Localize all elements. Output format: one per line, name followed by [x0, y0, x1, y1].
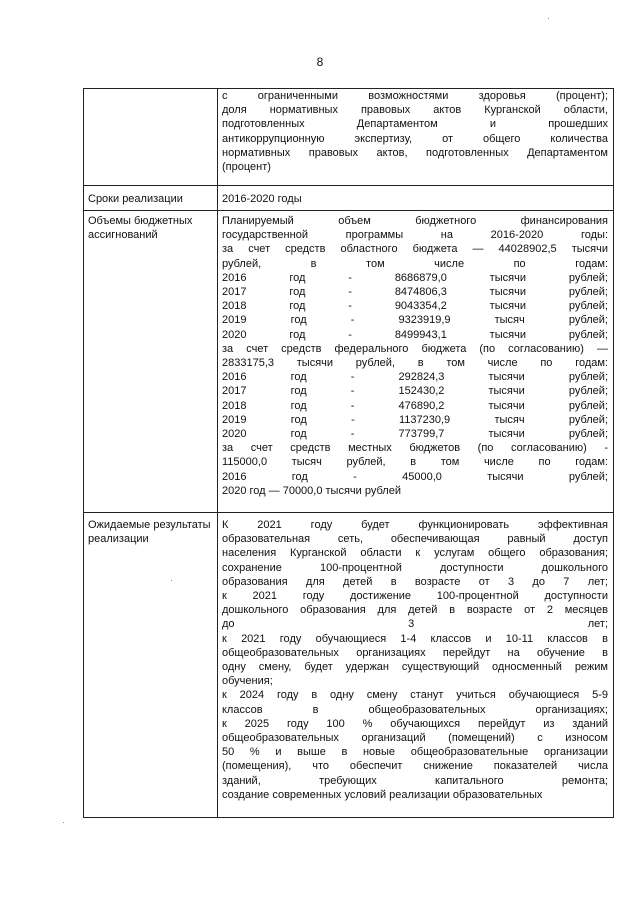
- row-content-implementation-period: [218, 186, 614, 211]
- text-line: населения Курганской области к услугам общего образования;: [222, 547, 608, 560]
- text-line: к 2021 году достижение 100-процентной доступности: [222, 590, 608, 603]
- text-line: за счет средств областного бюджета — 44028902,5 тысячи: [222, 243, 608, 256]
- text-line: 115000,0 тысяч рублей, в том числе по годам:: [222, 456, 608, 469]
- row-label-expected-results: Ожидаемые результаты реализации: [84, 513, 218, 818]
- row-label-budget-allocations: Объемы бюджетных ассигнований: [84, 211, 218, 513]
- text-line: 2016 год - 8686879,0 тысячи рублей;: [222, 271, 608, 284]
- text-line: 2019 год - 9323919,9 тысяч рублей;: [222, 314, 608, 327]
- text-line: Планируемый объем бюджетного финансирования: [222, 215, 608, 227]
- text-line: сохранение 100-процентной доступности дошкольного: [222, 561, 608, 574]
- text-line: 2020 год - 8499943,1 тысячи рублей;: [222, 328, 608, 341]
- text-line: 2016 год - 292824,3 тысячи рублей;: [222, 371, 608, 384]
- text-line: образования для детей в возрасте от 3 до 7 лет;: [222, 575, 608, 588]
- text-line: одну смену, будет удержан существующий односменный режим: [222, 661, 608, 674]
- row-content-indicators: [218, 89, 614, 186]
- text-line: 2016-2020 годы: [222, 193, 302, 205]
- text-line: до 3 лет;: [222, 618, 608, 631]
- page-number: 8: [316, 55, 324, 69]
- text-line: дошкольного образования для детей в возрасте от 2 месяцев: [222, 604, 608, 617]
- text-line: (помещения), что обеспечит снижение показателей числа: [222, 760, 608, 773]
- text-line: к 2025 году 100 % обучающихся перейдут из зданий: [222, 717, 608, 730]
- text-line: общеобразовательных организациях перейдут на обучение в: [222, 646, 608, 659]
- text-line: создание современных условий реализации образовательных: [222, 788, 543, 801]
- table-row: [84, 186, 614, 211]
- text-line: 2017 год - 8474806,3 тысячи рублей;: [222, 286, 608, 299]
- text-line: 2020 год — 70000,0 тысячи рублей: [222, 484, 401, 497]
- text-line: доля нормативных правовых актов Курганской области,: [222, 104, 608, 117]
- text-line: за счет средств местных бюджетов (по согласованию) -: [222, 442, 608, 455]
- row-label-implementation-period: Сроки реализации: [84, 186, 218, 211]
- text-line: 2833175,3 тысячи рублей, в том числе по годам:: [222, 357, 608, 370]
- table-row: [84, 513, 614, 818]
- text-line: обучения;: [222, 675, 273, 688]
- scan-speck: [548, 18, 549, 19]
- text-line: классов в общеобразовательных организациях;: [222, 703, 608, 716]
- text-line: нормативных правовых актов, подготовленных Департаментом: [222, 146, 608, 159]
- scan-speck: [63, 822, 64, 823]
- text-line: государственной программы на 2016-2020 годы:: [222, 229, 608, 242]
- text-line: с ограниченными возможностями здоровья (процент);: [222, 90, 608, 102]
- text-line: за счет средств федерального бюджета (по согласованию) —: [222, 342, 608, 355]
- text-line: зданий, требующих капитального ремонта;: [222, 774, 608, 787]
- table-row: [84, 89, 614, 186]
- text-line: образовательная сеть, обеспечивающая равный доступ: [222, 533, 608, 546]
- text-line: антикоррупционную экспертизу, от общего количества: [222, 132, 608, 145]
- text-line: 2017 год - 152430,2 тысячи рублей;: [222, 385, 608, 398]
- row-label: [84, 89, 218, 186]
- table-row: [84, 211, 614, 513]
- text-line: к 2021 году обучающиеся 1-4 классов и 10-11 классов в: [222, 632, 608, 645]
- text-line: 2018 год - 9043354,2 тысячи рублей;: [222, 300, 608, 313]
- text-line: общеобразовательных организаций (помещений) с износом: [222, 732, 608, 745]
- row-content-expected-results: [218, 513, 614, 818]
- text-line: 2020 год - 773799,7 тысячи рублей;: [222, 428, 608, 441]
- row-content-budget-allocations: [218, 211, 614, 513]
- text-line: (процент): [222, 161, 271, 174]
- text-line: рублей, в том числе по годам:: [222, 257, 608, 270]
- scan-speck: [171, 580, 172, 581]
- text-line: подготовленных Департаментом и прошедших: [222, 118, 608, 131]
- text-line: К 2021 году будет функционировать эффективная: [222, 519, 608, 531]
- text-line: 2018 год - 476890,2 тысячи рублей;: [222, 399, 608, 412]
- text-line: 2016 год - 45000,0 тысячи рублей;: [222, 470, 608, 483]
- passport-table: [83, 88, 614, 818]
- text-line: 50 % и выше в новые общеобразовательные организации: [222, 746, 608, 759]
- text-line: 2019 год - 1137230,9 тысяч рублей;: [222, 413, 608, 426]
- text-line: к 2024 году в одну смену станут учиться обучающиеся 5-9: [222, 689, 608, 702]
